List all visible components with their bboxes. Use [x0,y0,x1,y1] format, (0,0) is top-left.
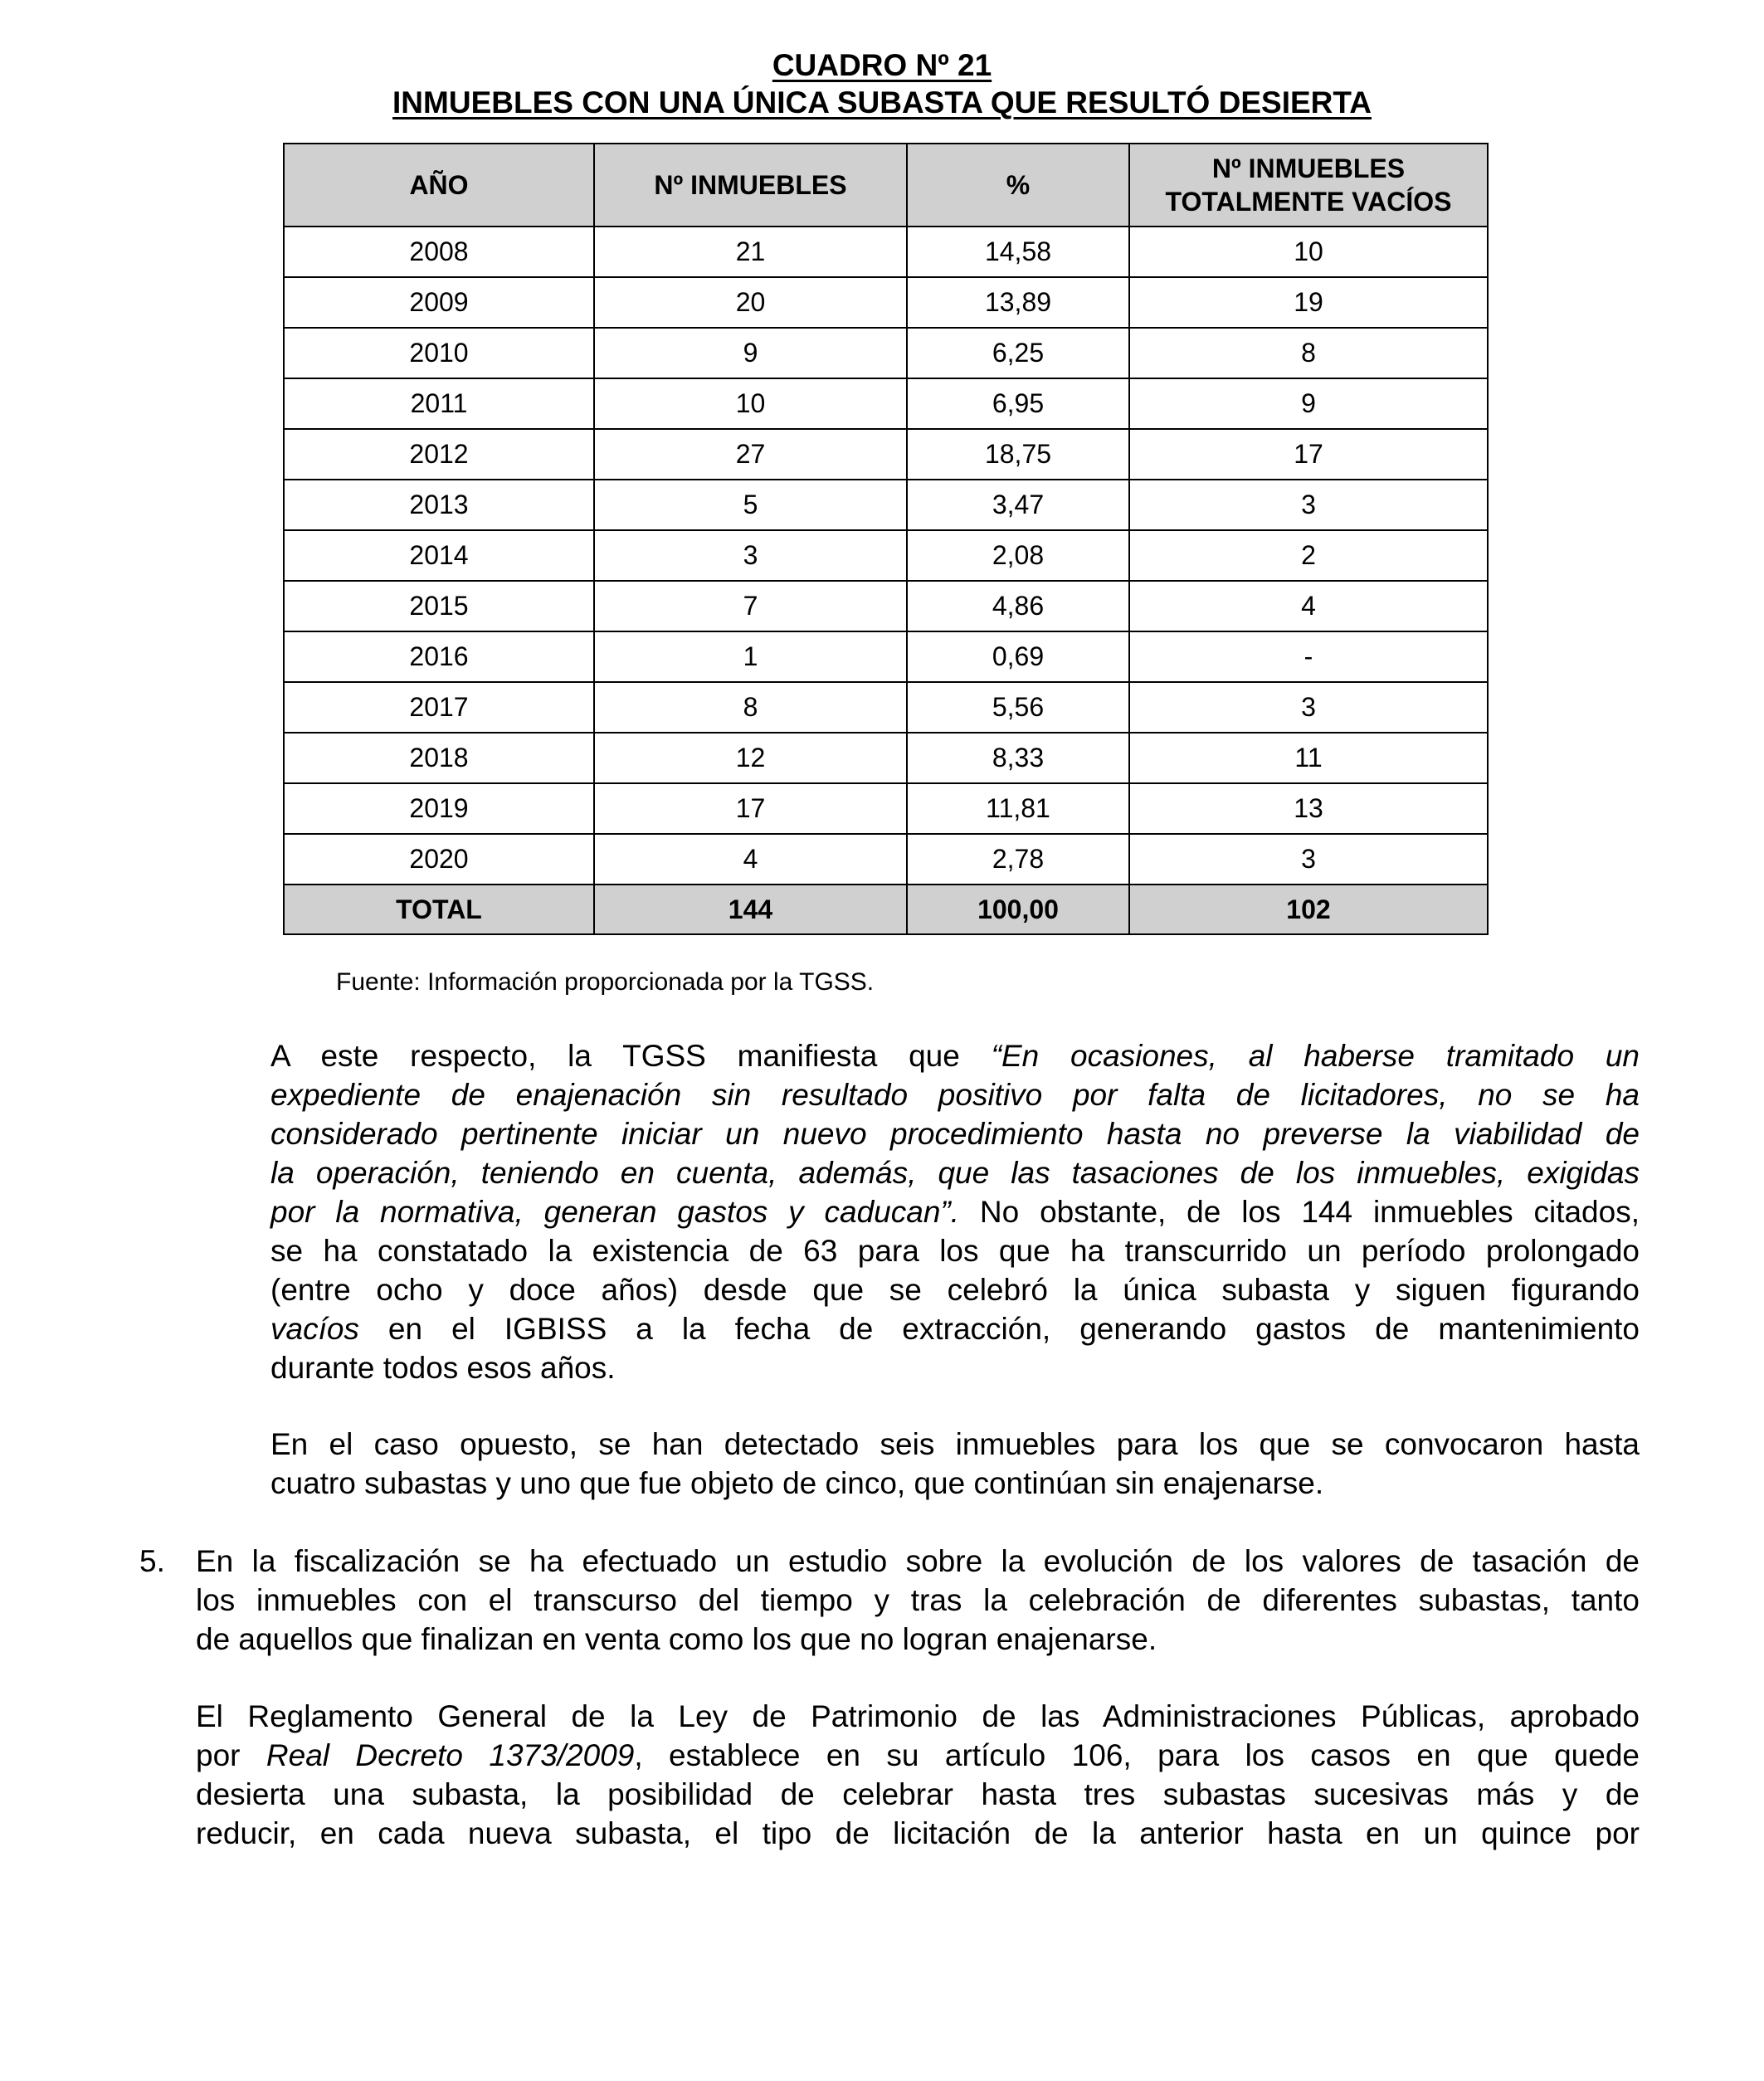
table-row [284,227,1488,277]
text-line: se ha constatado la existencia de 63 para los que ha transcurrido un período prolongado [270,1234,1640,1268]
cell-empty: 4 [1129,581,1488,631]
text-line [270,1114,1640,1153]
cell-properties: 1 [594,631,907,682]
text-line: los inmuebles con el transcurso del tiempo y tras la celebración de diferentes subastas, tanto [196,1583,1640,1617]
cell-empty: 11 [1129,733,1488,783]
cell-percent: 14,58 [907,227,1129,277]
cell-year: 2018 [284,733,594,783]
table-row [284,631,1488,682]
cell-empty: 13 [1129,783,1488,834]
table-row [284,834,1488,885]
cell-year: 2019 [284,783,594,834]
text-line: durante todos esos años. [270,1351,616,1385]
table-row [284,277,1488,328]
paragraph-valuation-study [196,1542,1640,1659]
paragraph-opposite-case [270,1425,1640,1503]
paragraph-tgss-response [270,1036,1640,1387]
cell-year: 2009 [284,277,594,328]
cell-properties: 20 [594,277,907,328]
cell-year: 2020 [284,834,594,885]
header-empty-line2: TOTALMENTE VACÍOS [1165,187,1452,217]
paragraph-regulation [196,1697,1640,1853]
cell-properties: 3 [594,530,907,581]
header-percent: % [907,144,1129,227]
text-segment: , establece en su artículo 106, para los casos en que quede [634,1738,1640,1772]
header-year: AÑO [284,144,594,227]
text-line [270,1075,1640,1114]
header-empty-properties [1129,144,1488,227]
text-segment: No obstante, de los 144 inmuebles citados, [959,1195,1640,1229]
cell-year: 2013 [284,480,594,530]
cell-empty: 8 [1129,328,1488,378]
cell-percent: 18,75 [907,429,1129,480]
table-row [284,530,1488,581]
cell-properties: 12 [594,733,907,783]
text-line [270,1036,1640,1075]
text-line [270,1309,1640,1348]
text-line: de aquellos que finalizan en venta como los que no logran enajenarse. [196,1622,1157,1656]
text-line [270,1192,1640,1231]
cell-percent: 6,95 [907,378,1129,429]
cell-year: 2011 [284,378,594,429]
table-row [284,429,1488,480]
cell-properties: 5 [594,480,907,530]
cell-properties: 4 [594,834,907,885]
cell-year: 2008 [284,227,594,277]
italic-word: vacíos [270,1312,359,1346]
table-row [284,783,1488,834]
text-segment: por [196,1738,266,1772]
text-line: cuatro subastas y uno que fue objeto de cinco, que continúan sin enajenarse. [270,1466,1324,1500]
cell-empty: 9 [1129,378,1488,429]
cell-percent: 2,78 [907,834,1129,885]
text-line: (entre ocho y doce años) desde que se celebró la única subasta y siguen figurando [270,1273,1640,1307]
table-row [284,682,1488,733]
header-empty-line1: Nº INMUEBLES [1211,154,1406,183]
cell-percent: 13,89 [907,277,1129,328]
text-line: desierta una subasta, la posibilidad de celebrar hasta tres subastas sucesivas más y de [196,1777,1640,1811]
table-source-note: Fuente: Información proporcionada por la TGSS. [336,968,875,996]
text-segment: A este respecto, la TGSS manifiesta que [270,1039,992,1073]
cell-percent: 4,86 [907,581,1129,631]
cell-empty: 19 [1129,277,1488,328]
total-label: TOTAL [284,885,594,934]
cell-year: 2014 [284,530,594,581]
text-line: En la fiscalización se ha efectuado un estudio sobre la evolución de los valores de tasación de [196,1544,1640,1578]
cell-properties: 9 [594,328,907,378]
table-row [284,581,1488,631]
table-row [284,328,1488,378]
cell-properties: 21 [594,227,907,277]
cell-empty: 3 [1129,834,1488,885]
table-row [284,480,1488,530]
text-line: El Reglamento General de la Ley de Patrimonio de las Administraciones Públicas, aprobado [196,1699,1640,1733]
cell-percent: 8,33 [907,733,1129,783]
cell-properties: 17 [594,783,907,834]
total-percent: 100,00 [907,885,1129,934]
cell-properties: 10 [594,378,907,429]
text-line: reducir, en cada nueva subasta, el tipo de licitación de la anterior hasta en un quince por [196,1816,1640,1850]
table-body [284,227,1488,885]
data-table [283,143,1489,935]
cell-empty: 10 [1129,227,1488,277]
cell-percent: 0,69 [907,631,1129,682]
cell-properties: 8 [594,682,907,733]
cell-year: 2015 [284,581,594,631]
quote-segment: por la normativa, generan gastos y caducan”. [270,1195,960,1229]
table-total-row [284,885,1488,934]
quote-segment: considerado pertinente iniciar un nuevo procedimiento hasta no preverse la viabilidad de [270,1117,1640,1151]
cell-properties: 7 [594,581,907,631]
header-properties: Nº INMUEBLES [594,144,907,227]
table-row [284,378,1488,429]
table-row [284,733,1488,783]
total-properties: 144 [594,885,907,934]
cell-percent: 11,81 [907,783,1129,834]
text-line [196,1736,1640,1775]
cell-percent: 3,47 [907,480,1129,530]
cell-empty: 17 [1129,429,1488,480]
cell-percent: 2,08 [907,530,1129,581]
table-header-row [284,144,1488,227]
quote-segment: “En ocasiones, al haberse tramitado un [991,1039,1640,1073]
cell-year: 2017 [284,682,594,733]
text-line [270,1153,1640,1192]
text-line: En el caso opuesto, se han detectado seis inmuebles para los que se convocaron hasta [270,1427,1640,1461]
cell-empty: 3 [1129,682,1488,733]
cell-year: 2010 [284,328,594,378]
cell-empty: 2 [1129,530,1488,581]
cell-percent: 6,25 [907,328,1129,378]
cell-empty: - [1129,631,1488,682]
cell-year: 2012 [284,429,594,480]
text-segment: en el IGBISS a la fecha de extracción, generando gastos de mantenimiento [358,1312,1640,1346]
table-title: INMUEBLES CON UNA ÚNICA SUBASTA QUE RESULTÓ DESIERTA [392,85,1372,119]
quote-segment: la operación, teniendo en cuenta, además, que las tasaciones de los inmuebles, exigidas [270,1156,1640,1190]
decree-reference: Real Decreto 1373/2009 [266,1738,635,1772]
cell-percent: 5,56 [907,682,1129,733]
quote-segment: expediente de enajenación sin resultado positivo por falta de licitadores, no se ha [270,1078,1640,1112]
total-empty: 102 [1129,885,1488,934]
cell-empty: 3 [1129,480,1488,530]
list-item-number: 5. [139,1544,165,1578]
table-title-number: CUADRO Nº 21 [772,48,992,82]
cell-year: 2016 [284,631,594,682]
cell-properties: 27 [594,429,907,480]
